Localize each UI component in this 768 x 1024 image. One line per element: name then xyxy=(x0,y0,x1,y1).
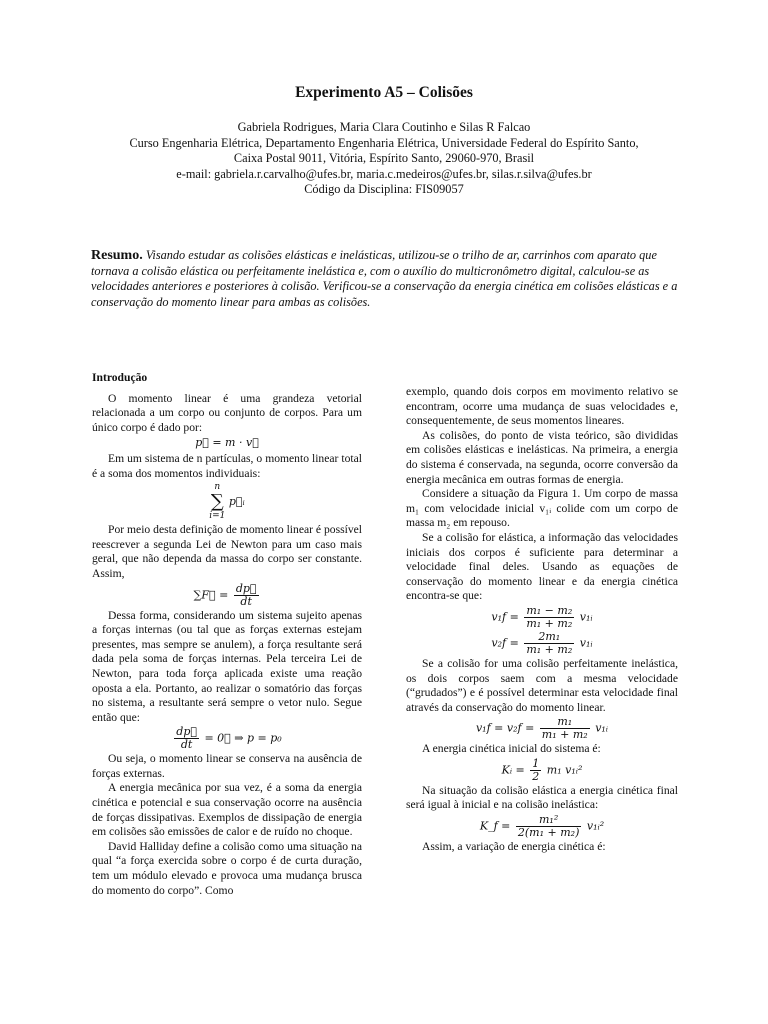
paragraph: Se a colisão for elástica, a informação das velocidades iniciais dos corpos é suficiente para determinar a velocidade final deles. Usando as equações de conservação do momento linear e da energia cinética encontra-se que: xyxy=(406,530,678,603)
paragraph: Se a colisão for uma colisão perfeitamente inelástica, os dois corpos saem com a mesma velocidade (“grudados”) e é possível determinar esta velocidade final através da conservação do momento linear. xyxy=(406,656,678,714)
abstract-text: Visando estudar as colisões elásticas e inelásticas, utilizou-se o trilho de ar, carrinhos com aparato que tornava a colisão elástica ou perfeitamente inelástica e, com o auxílio do multicronômetro digital, calculou-se as velocidades anteriores e posteriores à colisão. Verificou-se a conservação da energia cinética em colisões elásticas e a conservação do momento linear para ambas as colisões. xyxy=(91,248,678,309)
equation-sum-momentum xyxy=(92,482,362,522)
eq-right: v₁ᵢ xyxy=(579,636,593,650)
equation-conservation xyxy=(92,726,362,751)
eq-left: ∑F⃗ = xyxy=(193,588,229,602)
author-names: Gabriela Rodrigues, Maria Clara Coutinho e Silas R Falcao xyxy=(237,120,531,134)
denominator: dt xyxy=(240,594,252,608)
sum-term: p⃗ᵢ xyxy=(228,495,245,509)
paragraph: Assim, a variação de energia cinética é: xyxy=(422,840,606,854)
email-line: e-mail: gabriela.r.carvalho@ufes.br, maria.c.medeiros@ufes.br, silas.r.silva@ufes.br xyxy=(176,166,592,181)
fraction xyxy=(234,583,259,608)
fraction xyxy=(516,814,581,839)
fraction xyxy=(174,726,199,751)
paragraph: Em um sistema de n partículas, o momento linear total é a soma dos momentos individuais: xyxy=(92,451,362,480)
paragraph: Por meio desta definição de momento linear é possível reescrever a segunda Lei de Newton para um caso mais geral, que não dependa da massa do corpo ser constante. Assim, xyxy=(92,523,362,580)
paragraph: Ou seja, o momento linear se conserva na ausência de forças externas. xyxy=(92,752,362,780)
equation-momentum: p⃗ = m · v⃗ xyxy=(195,436,259,450)
paragraph: A energia mecânica por sua vez, é a soma da energia cinética e potencial e sua conservação ocorre na ausência de forças dissipativas. Exemplos de dissipação de energia em colisões são emissões de calor e de ruído no choque. xyxy=(92,781,362,839)
paragraph: O momento linear é uma grandeza vetorial relacionada a um corpo ou conjunto de corpos. Para um único corpo é dado por: xyxy=(92,391,362,434)
equation-v1f-elastic xyxy=(406,605,678,630)
equation-v2f-elastic xyxy=(406,631,678,656)
denominator: 2 xyxy=(532,769,540,783)
eq-left: v₂f = xyxy=(491,636,519,650)
numerator: dp⃗ xyxy=(235,581,257,595)
fraction xyxy=(530,758,541,783)
eq-right: = 0⃗ ⇒ p = p₀ xyxy=(204,731,282,745)
eq-left: v₁f = v₂f = xyxy=(475,721,535,735)
paragraph: exemplo, quando dois corpos em movimento relativo se encontram, ocorre uma mudança de suas velocidades e, consequentemente, de seus momentos lineares. xyxy=(406,385,678,428)
abstract xyxy=(91,248,681,310)
postal-address: Caixa Postal 9011, Vitória, Espírito Santo, 29060-970, Brasil xyxy=(233,151,535,165)
paragraph: Na situação da colisão elástica a energia cinética final será igual à inicial e na colisão inelástica: xyxy=(406,783,678,812)
eq-right: v₁ᵢ² xyxy=(586,819,605,833)
author-block xyxy=(80,120,688,198)
course-code: Código da Disciplina: FIS09057 xyxy=(304,182,464,196)
equation-initial-kinetic-energy xyxy=(406,758,678,783)
numerator: m₁ xyxy=(540,716,590,729)
denominator: m₁ + m₂ xyxy=(526,642,573,656)
eq-right: v₁ᵢ xyxy=(595,721,609,735)
paragraph: Considere a situação da Figura 1. Um corpo de massa m₁ com velocidade inicial v₁ᵢ colide com um corpo de massa m₂ em repouso. xyxy=(406,487,678,530)
sigma-symbol: ∑ xyxy=(210,491,224,513)
summation xyxy=(209,482,225,522)
fraction xyxy=(524,605,574,630)
left-column xyxy=(92,371,362,898)
denominator: 2(m₁ + m₂) xyxy=(517,826,580,840)
denominator: m₁ + m₂ xyxy=(541,728,588,742)
fraction xyxy=(540,716,590,741)
numerator: 1 xyxy=(532,756,540,770)
numerator: m₁² xyxy=(516,814,581,827)
numerator: dp⃗ xyxy=(176,725,197,739)
equation-inelastic-velocity xyxy=(406,716,678,741)
right-column xyxy=(406,385,678,855)
fraction xyxy=(524,631,574,656)
sum-upper-limit: n xyxy=(214,482,221,493)
sum-lower-limit: i=1 xyxy=(209,511,226,522)
eq-right: m₁ v₁ᵢ² xyxy=(546,763,583,777)
eq-left: Kᵢ = xyxy=(501,763,525,777)
paragraph: As colisões, do ponto de vista teórico, são divididas em colisões elásticas e inelásticas. Na primeira, a energia do sistema é conservada, na segunda, ocorre conversão da energia mecânica em outras formas de energia. xyxy=(406,428,678,486)
numerator: 2m₁ xyxy=(524,631,574,644)
denominator: dt xyxy=(180,738,193,752)
affiliation: Curso Engenharia Elétrica, Departamento Engenharia Elétrica, Universidade Federal do Espírito Santo, xyxy=(129,135,639,150)
abstract-lead: Resumo. xyxy=(91,248,143,263)
eq-right: v₁ᵢ xyxy=(579,610,593,624)
equation-final-kinetic-energy xyxy=(406,814,678,839)
paragraph: A energia cinética inicial do sistema é: xyxy=(422,742,601,756)
denominator: m₁ + m₂ xyxy=(526,616,573,630)
paper-title: Experimento A5 – Colisões xyxy=(295,84,473,101)
eq-left: K_f = xyxy=(479,819,511,833)
paragraph: David Halliday define a colisão como uma situação na qual “a força exercida sobre o corpo é de curta duração, tem um módulo elevado e provoca uma mudança brusca do momento do corpo”. Como xyxy=(92,839,362,897)
eq-left: v₁f = xyxy=(491,610,519,624)
equation-newton-second-law xyxy=(92,583,362,608)
section-heading-introducao: Introdução xyxy=(92,371,148,384)
paragraph: Dessa forma, considerando um sistema sujeito apenas a forças internas (ou tal que as forças externas estejam presentes, mas sempre se anulem), a força resultante será dada pela soma de forças internas. Pela terceira Lei de Newton, para toda força aplicada existe uma reação oposta a ela. Portanto, ao realizar o somatório das forças no sistema, a resultante será sempre o vetor nulo. Segue então que: xyxy=(92,608,362,724)
numerator: m₁ − m₂ xyxy=(526,603,573,617)
